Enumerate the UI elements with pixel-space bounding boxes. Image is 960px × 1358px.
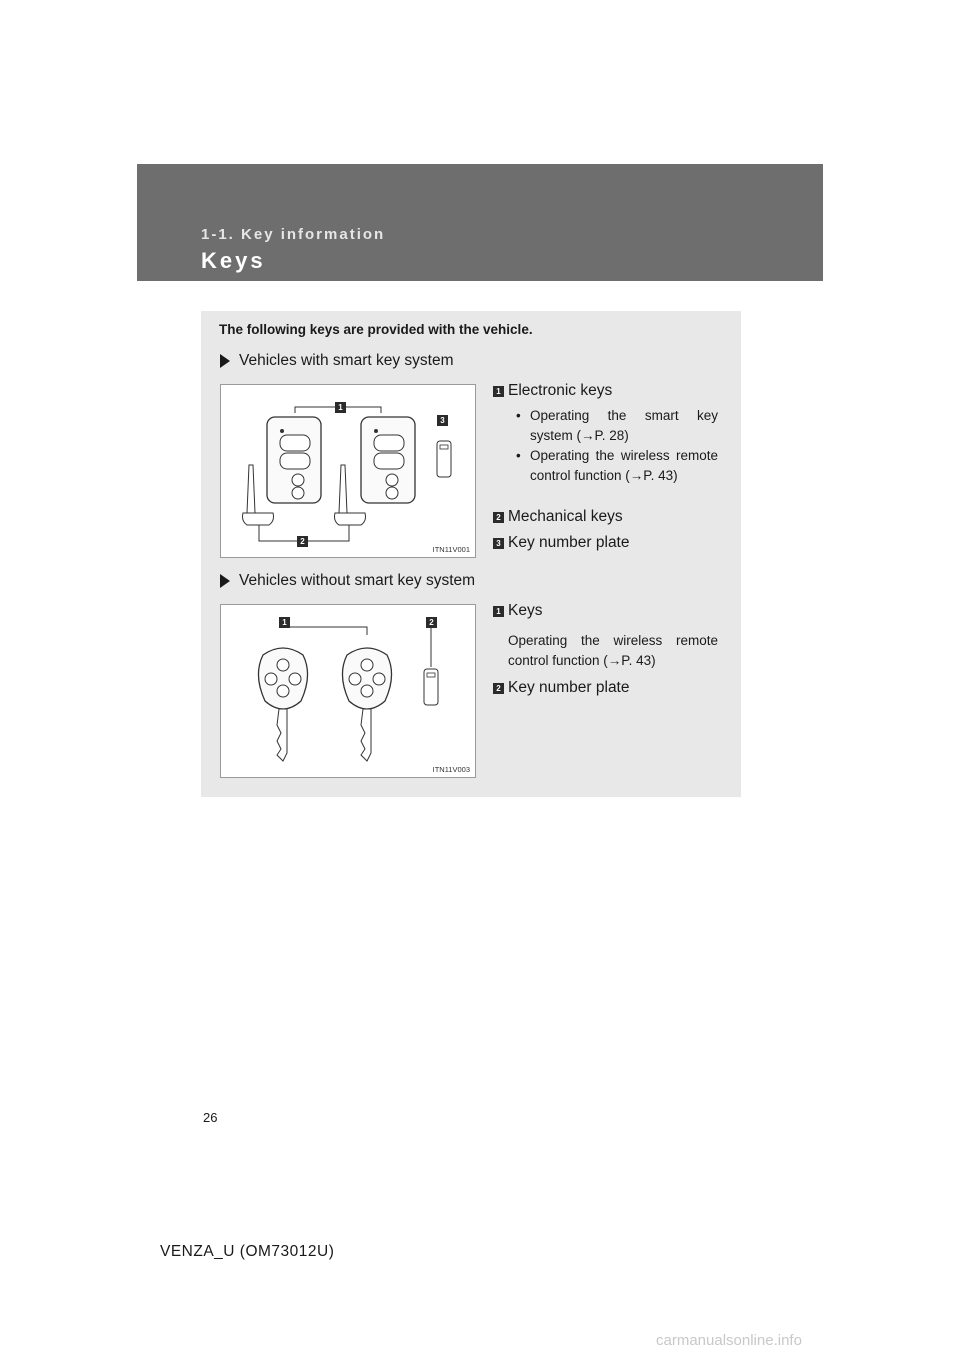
callout-3: 3 xyxy=(437,415,448,426)
item-key-number-plate xyxy=(493,534,630,552)
content-panel xyxy=(201,311,741,797)
triangle-bullet-icon xyxy=(220,354,230,368)
item-label: Key number plate xyxy=(508,679,630,696)
section-label: 1-1. Key information xyxy=(201,226,386,243)
callout-1: 1 xyxy=(335,402,346,413)
page-number: 26 xyxy=(203,1110,218,1125)
item-electronic-keys xyxy=(493,382,612,400)
triangle-bullet-icon xyxy=(220,574,230,588)
page-title: Keys xyxy=(201,248,266,273)
item-label: Key number plate xyxy=(508,534,630,551)
item-number-badge: 2 xyxy=(493,512,504,523)
item-keys xyxy=(493,602,542,620)
model-code: VENZA_U (OM73012U) xyxy=(160,1243,335,1260)
item-label: Electronic keys xyxy=(508,382,613,399)
remote-key-illustration xyxy=(221,605,477,779)
item-number-badge: 3 xyxy=(493,538,504,549)
nonsmart-key-heading-text: Vehicles without smart key system xyxy=(239,572,476,589)
electronic-keys-bullets xyxy=(513,406,718,486)
bullet-item: • Operating the wireless remote control function (→P. 43) xyxy=(513,446,718,486)
section-header xyxy=(137,164,823,281)
figure-code: ITN11V003 xyxy=(432,765,470,774)
item-label: Keys xyxy=(508,602,543,619)
callout-2: 2 xyxy=(426,617,437,628)
item-key-number-plate xyxy=(493,679,630,697)
figure-code: ITN11V001 xyxy=(432,545,470,554)
watermark: carmanualsonline.info xyxy=(656,1332,802,1349)
item-label: Mechanical keys xyxy=(508,508,623,525)
item-number-badge: 2 xyxy=(493,683,504,694)
bullet-item: • Operating the smart key system (→P. 28) xyxy=(513,406,718,446)
item-number-badge: 1 xyxy=(493,606,504,617)
item-number-badge: 1 xyxy=(493,386,504,397)
keys-description: Operating the wireless remote control function (→P. 43) xyxy=(508,633,718,668)
smart-key-illustration xyxy=(221,385,477,559)
nonsmart-key-heading xyxy=(220,572,475,590)
callout-1: 1 xyxy=(279,617,290,628)
nonsmart-key-figure xyxy=(220,604,476,778)
smart-key-heading-text: Vehicles with smart key system xyxy=(239,352,454,369)
intro-text: The following keys are provided with the vehicle. xyxy=(219,322,533,337)
smart-key-figure xyxy=(220,384,476,558)
callout-2: 2 xyxy=(297,536,308,547)
smart-key-heading xyxy=(220,352,453,370)
item-mechanical-keys xyxy=(493,508,623,526)
